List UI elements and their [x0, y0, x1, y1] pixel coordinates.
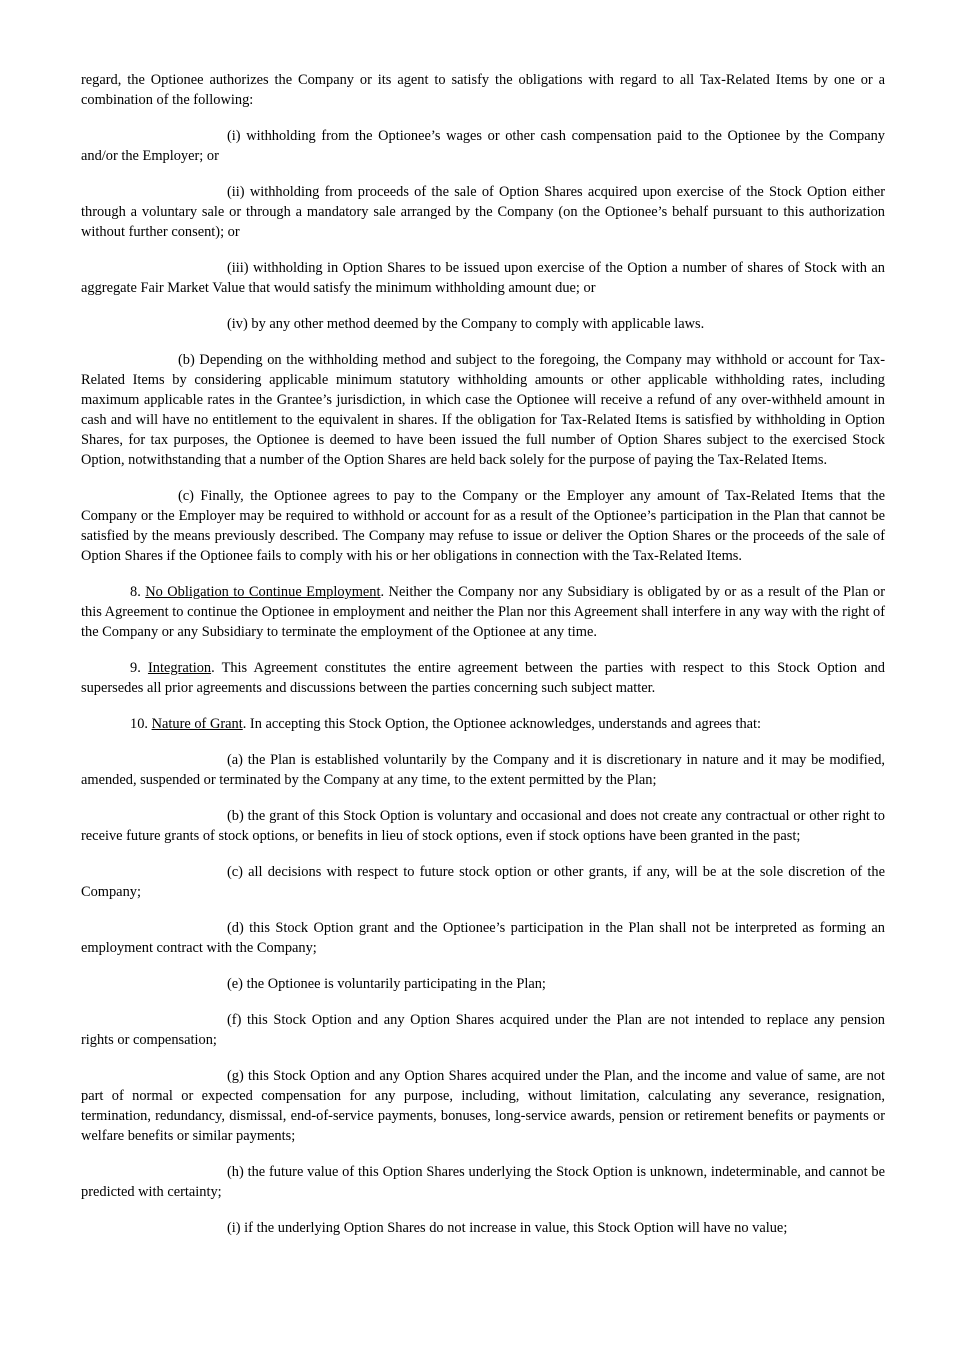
- section-10-heading: Nature of Grant: [151, 716, 243, 732]
- section-9-heading: Integration: [147, 660, 212, 676]
- grant-item-b: (b) the grant of this Stock Option is voluntary and occasional and does not create any contractual or other right to receive future grants of stock options, or benefits in lieu of stock options, even if stock options have been granted in the past;: [81, 808, 885, 844]
- grant-item-d: (d) this Stock Option grant and the Optionee’s participation in the Plan shall not be interpreted as forming an employment contract with the Company;: [81, 920, 885, 956]
- withholding-item-ii: (ii) withholding from proceeds of the sale of Option Shares acquired upon exercise of the Stock Option either through a voluntary sale or through a mandatory sale arranged by the Company (on the Optionee’s behalf pursuant to this authorization without further consent); or: [81, 184, 885, 240]
- section-10-number: 10.: [130, 716, 148, 732]
- section-8-heading: No Obligation to Continue Employment: [145, 584, 381, 600]
- withholding-item-iv: (iv) by any other method deemed by the Company to comply with applicable laws.: [227, 316, 705, 332]
- withholding-item-iii: (iii) withholding in Option Shares to be issued upon exercise of the Option a number of shares of Stock with an aggregate Fair Market Value that would satisfy the minimum withholding amount due; or: [81, 260, 885, 296]
- paragraph-b: (b) Depending on the withholding method and subject to the foregoing, the Company may withhold or account for Tax-Related Items by considering applicable minimum statutory withholding amounts or other applicable withholding rates, including maximum applicable rates in the Grantee’s jurisdiction, in which case the Optionee will receive a refund of any over-withheld amount in cash and will have no entitlement to the equivalent in shares. If the obligation for Tax-Related Items is satisfied by withholding in Option Shares, for tax purposes, the Optionee is deemed to have been issued the full number of Option Shares subject to the exercised Stock Option, notwithstanding that a number of the Option Shares are held back solely for the purpose of paying the Tax-Related Items.: [81, 352, 885, 468]
- grant-item-h: (h) the future value of this Option Shares underlying the Stock Option is unknown, indeterminable, and cannot be predicted with certainty;: [81, 1164, 885, 1200]
- section-9-number: 9.: [130, 660, 141, 676]
- grant-item-a: (a) the Plan is established voluntarily by the Company and it is discretionary in nature and it may be modified, amended, suspended or terminated by the Company at any time, to the extent permitted by the Plan;: [81, 752, 885, 788]
- section-9-body: . This Agreement constitutes the entire agreement between the parties with respect to this Stock Option and supersedes all prior agreements and discussions between the parties concerning such subject matter.: [81, 660, 885, 696]
- section-10: [81, 714, 885, 734]
- section-10-body: . In accepting this Stock Option, the Optionee acknowledges, understands and agrees that:: [242, 716, 762, 732]
- paragraph-c: (c) Finally, the Optionee agrees to pay to the Company or the Employer any amount of Tax-Related Items that the Company or the Employer may be required to withhold or account for as a result of the Optionee’s participation in the Plan that cannot be satisfied by the means previously described. The Company may refuse to issue or deliver the Option Shares or the proceeds of the sale of Option Shares if the Optionee fails to comply with his or her obligations in connection with the Tax-Related Items.: [81, 488, 885, 564]
- section-8-number: 8.: [130, 584, 141, 600]
- withholding-item-i: (i) withholding from the Optionee’s wages or other cash compensation paid to the Optionee by the Company and/or the Employer; or: [81, 128, 885, 164]
- grant-item-e: (e) the Optionee is voluntarily participating in the Plan;: [227, 976, 546, 992]
- intro-paragraph: regard, the Optionee authorizes the Company or its agent to satisfy the obligations with regard to all Tax-Related Items by one or a combination of the following:: [81, 72, 885, 108]
- grant-item-g: (g) this Stock Option and any Option Shares acquired under the Plan, and the income and value of same, are not part of normal or expected compensation for any purpose, including, without limitation, calculating any severance, resignation, termination, redundancy, dismissal, end-of-service payments, bonuses, long-service awards, pension or retirement benefits or payments or welfare benefits or similar payments;: [81, 1068, 885, 1144]
- grant-item-i: (i) if the underlying Option Shares do not increase in value, this Stock Option will have no value;: [227, 1220, 788, 1236]
- section-9: [81, 658, 885, 698]
- grant-item-c: (c) all decisions with respect to future stock option or other grants, if any, will be at the sole discretion of the Company;: [81, 864, 885, 900]
- section-8: [81, 582, 885, 642]
- section-8-body: . Neither the Company nor any Subsidiary is obligated by or as a result of the Plan or this Agreement to continue the Optionee in employment and neither the Plan nor this Agreement shall interfere in any way with the right of the Company or any Subsidiary to terminate the employment of the Optionee at any time.: [81, 584, 885, 640]
- grant-item-f: (f) this Stock Option and any Option Shares acquired under the Plan are not intended to replace any pension rights or compensation;: [81, 1012, 885, 1048]
